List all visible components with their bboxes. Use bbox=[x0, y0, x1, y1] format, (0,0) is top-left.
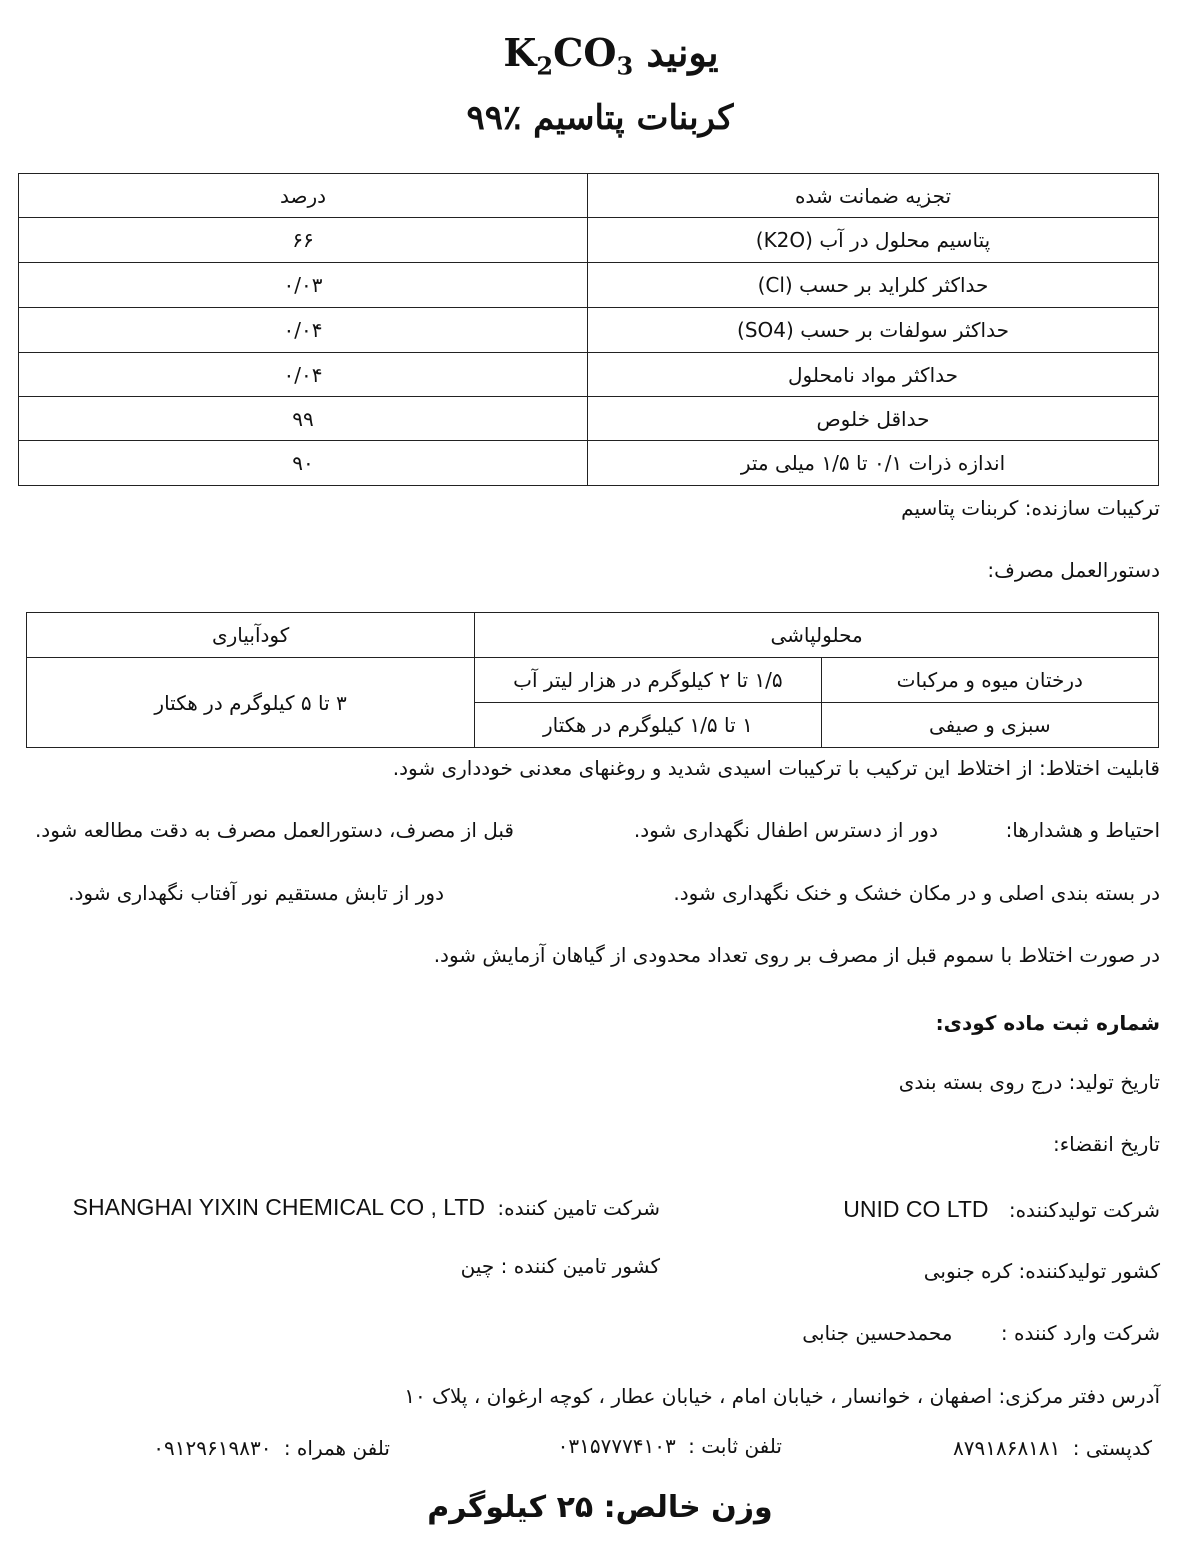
analysis-item: حداقل خلوص bbox=[588, 397, 1159, 441]
guaranteed-analysis-table bbox=[18, 173, 1159, 486]
brand-name: یونید bbox=[646, 30, 719, 75]
table-header-item: تجزیه ضمانت شده bbox=[588, 174, 1159, 218]
fertigation-header: کودآبیاری bbox=[27, 613, 475, 658]
warning-mixing-test: در صورت اختلاط با سموم قبل از مصرف بر روی تعداد محدودی از گیاهان آزمایش شود. bbox=[433, 943, 1160, 967]
table-row bbox=[19, 218, 1159, 263]
mobile-value: ۰۹۱۲۹۶۱۹۸۳۰ bbox=[153, 1436, 272, 1460]
analysis-item: حداکثر مواد نامحلول bbox=[588, 353, 1159, 397]
crop-cell: سبزی و صیفی bbox=[821, 703, 1158, 748]
analysis-value: ۹۰ bbox=[19, 441, 588, 486]
ingredients: ترکیبات سازنده: کربنات پتاسیم bbox=[901, 496, 1160, 520]
warning-sunlight: دور از تابش مستقیم نور آفتاب نگهداری شود. bbox=[68, 881, 444, 905]
compatibility-note: قابلیت اختلاط: از اختلاط این ترکیب با ترکیبات اسیدی شدید و روغنهای معدنی خودداری شود. bbox=[392, 756, 1160, 780]
analysis-value: ۰/۰۴ bbox=[19, 353, 588, 397]
expiry-date: تاریخ انقضاء: bbox=[1053, 1132, 1160, 1156]
postal-label: کدپستی : bbox=[1072, 1436, 1152, 1460]
table-row bbox=[19, 353, 1159, 397]
manufacturer bbox=[843, 1196, 1160, 1223]
supplier-name: SHANGHAI YIXIN CHEMICAL CO , LTD bbox=[72, 1194, 486, 1220]
table-row bbox=[19, 263, 1159, 308]
postal-value: ۸۷۹۱۸۶۸۱۸۱ bbox=[952, 1436, 1061, 1460]
spray-header: محلولپاشی bbox=[475, 613, 1159, 658]
analysis-value: ۹۹ bbox=[19, 397, 588, 441]
table-row bbox=[19, 441, 1159, 486]
fertigation-dose: ۳ تا ۵ کیلوگرم در هکتار bbox=[27, 658, 475, 748]
landline-phone bbox=[558, 1434, 782, 1458]
warning-read-instructions: قبل از مصرف، دستورالعمل مصرف به دقت مطالعه شود. bbox=[34, 818, 514, 842]
usage-table bbox=[26, 612, 1159, 748]
manufacturer-name: UNID CO LTD bbox=[843, 1196, 989, 1222]
supplier-country: کشور تامین کننده : چین bbox=[460, 1254, 660, 1278]
table-row bbox=[19, 308, 1159, 353]
analysis-item: حداکثر کلراید بر حسب (Cl) bbox=[588, 263, 1159, 308]
warnings-label: احتیاط و هشدارها: bbox=[1005, 818, 1160, 842]
importer bbox=[802, 1321, 1160, 1345]
table-row bbox=[19, 397, 1159, 441]
manufacturer-label: شرکت تولیدکننده: bbox=[1008, 1198, 1160, 1222]
production-date: تاریخ تولید: درج روی بسته بندی bbox=[898, 1070, 1160, 1094]
warning-storage: در بسته بندی اصلی و در مکان خشک و خنک نگهداری شود. bbox=[673, 881, 1160, 905]
chemical-formula: $K_2CO_3$ bbox=[503, 30, 634, 81]
office-address: آدرس دفتر مرکزی: اصفهان ، خوانسار ، خیابان امام ، خیابان عطار ، کوچه ارغوان ، پلاک ۱۰ bbox=[404, 1384, 1160, 1408]
phone-label: تلفن ثابت : bbox=[688, 1434, 782, 1458]
dose-cell: ۱ تا ۱/۵ کیلوگرم در هکتار bbox=[475, 703, 821, 748]
importer-label: شرکت وارد کننده : bbox=[1000, 1321, 1160, 1345]
mobile-phone bbox=[153, 1436, 390, 1460]
registration-number: شماره ثبت ماده کودی: bbox=[935, 1011, 1160, 1035]
crop-cell: درختان میوه و مرکبات bbox=[821, 658, 1158, 703]
usage-header-row bbox=[27, 613, 1159, 658]
phone-value: ۰۳۱۵۷۷۷۴۱۰۳ bbox=[557, 1434, 676, 1458]
table-header-row bbox=[19, 174, 1159, 218]
analysis-value: ۰/۰۴ bbox=[19, 308, 588, 353]
analysis-value: ۰/۰۳ bbox=[19, 263, 588, 308]
analysis-item: اندازه ذرات ۰/۱ تا ۱/۵ میلی متر bbox=[588, 441, 1159, 486]
table-row bbox=[27, 658, 1159, 703]
product-subtitle: کربنات پتاسیم ٪۹۹ bbox=[466, 98, 734, 138]
postal-code bbox=[953, 1436, 1152, 1460]
mobile-label: تلفن همراه : bbox=[283, 1436, 390, 1460]
warning-children: دور از دسترس اطفال نگهداری شود. bbox=[633, 818, 938, 842]
table-header-value: درصد bbox=[19, 174, 588, 218]
product-title bbox=[0, 30, 1200, 81]
analysis-value: ۶۶ bbox=[19, 218, 588, 263]
analysis-item: حداکثر سولفات بر حسب (SO4) bbox=[588, 308, 1159, 353]
supplier bbox=[73, 1194, 660, 1221]
net-weight: وزن خالص: ۲۵ کیلوگرم bbox=[427, 1490, 773, 1525]
dose-cell: ۱/۵ تا ۲ کیلوگرم در هزار لیتر آب bbox=[475, 658, 821, 703]
analysis-item: پتاسیم محلول در آب (K2O) bbox=[588, 218, 1159, 263]
importer-name: محمدحسین جنابی bbox=[802, 1321, 953, 1345]
manufacturer-country: کشور تولیدکننده: کره جنوبی bbox=[923, 1259, 1160, 1283]
usage-label: دستورالعمل مصرف: bbox=[987, 558, 1160, 582]
supplier-label: شرکت تامین کننده: bbox=[497, 1196, 660, 1220]
